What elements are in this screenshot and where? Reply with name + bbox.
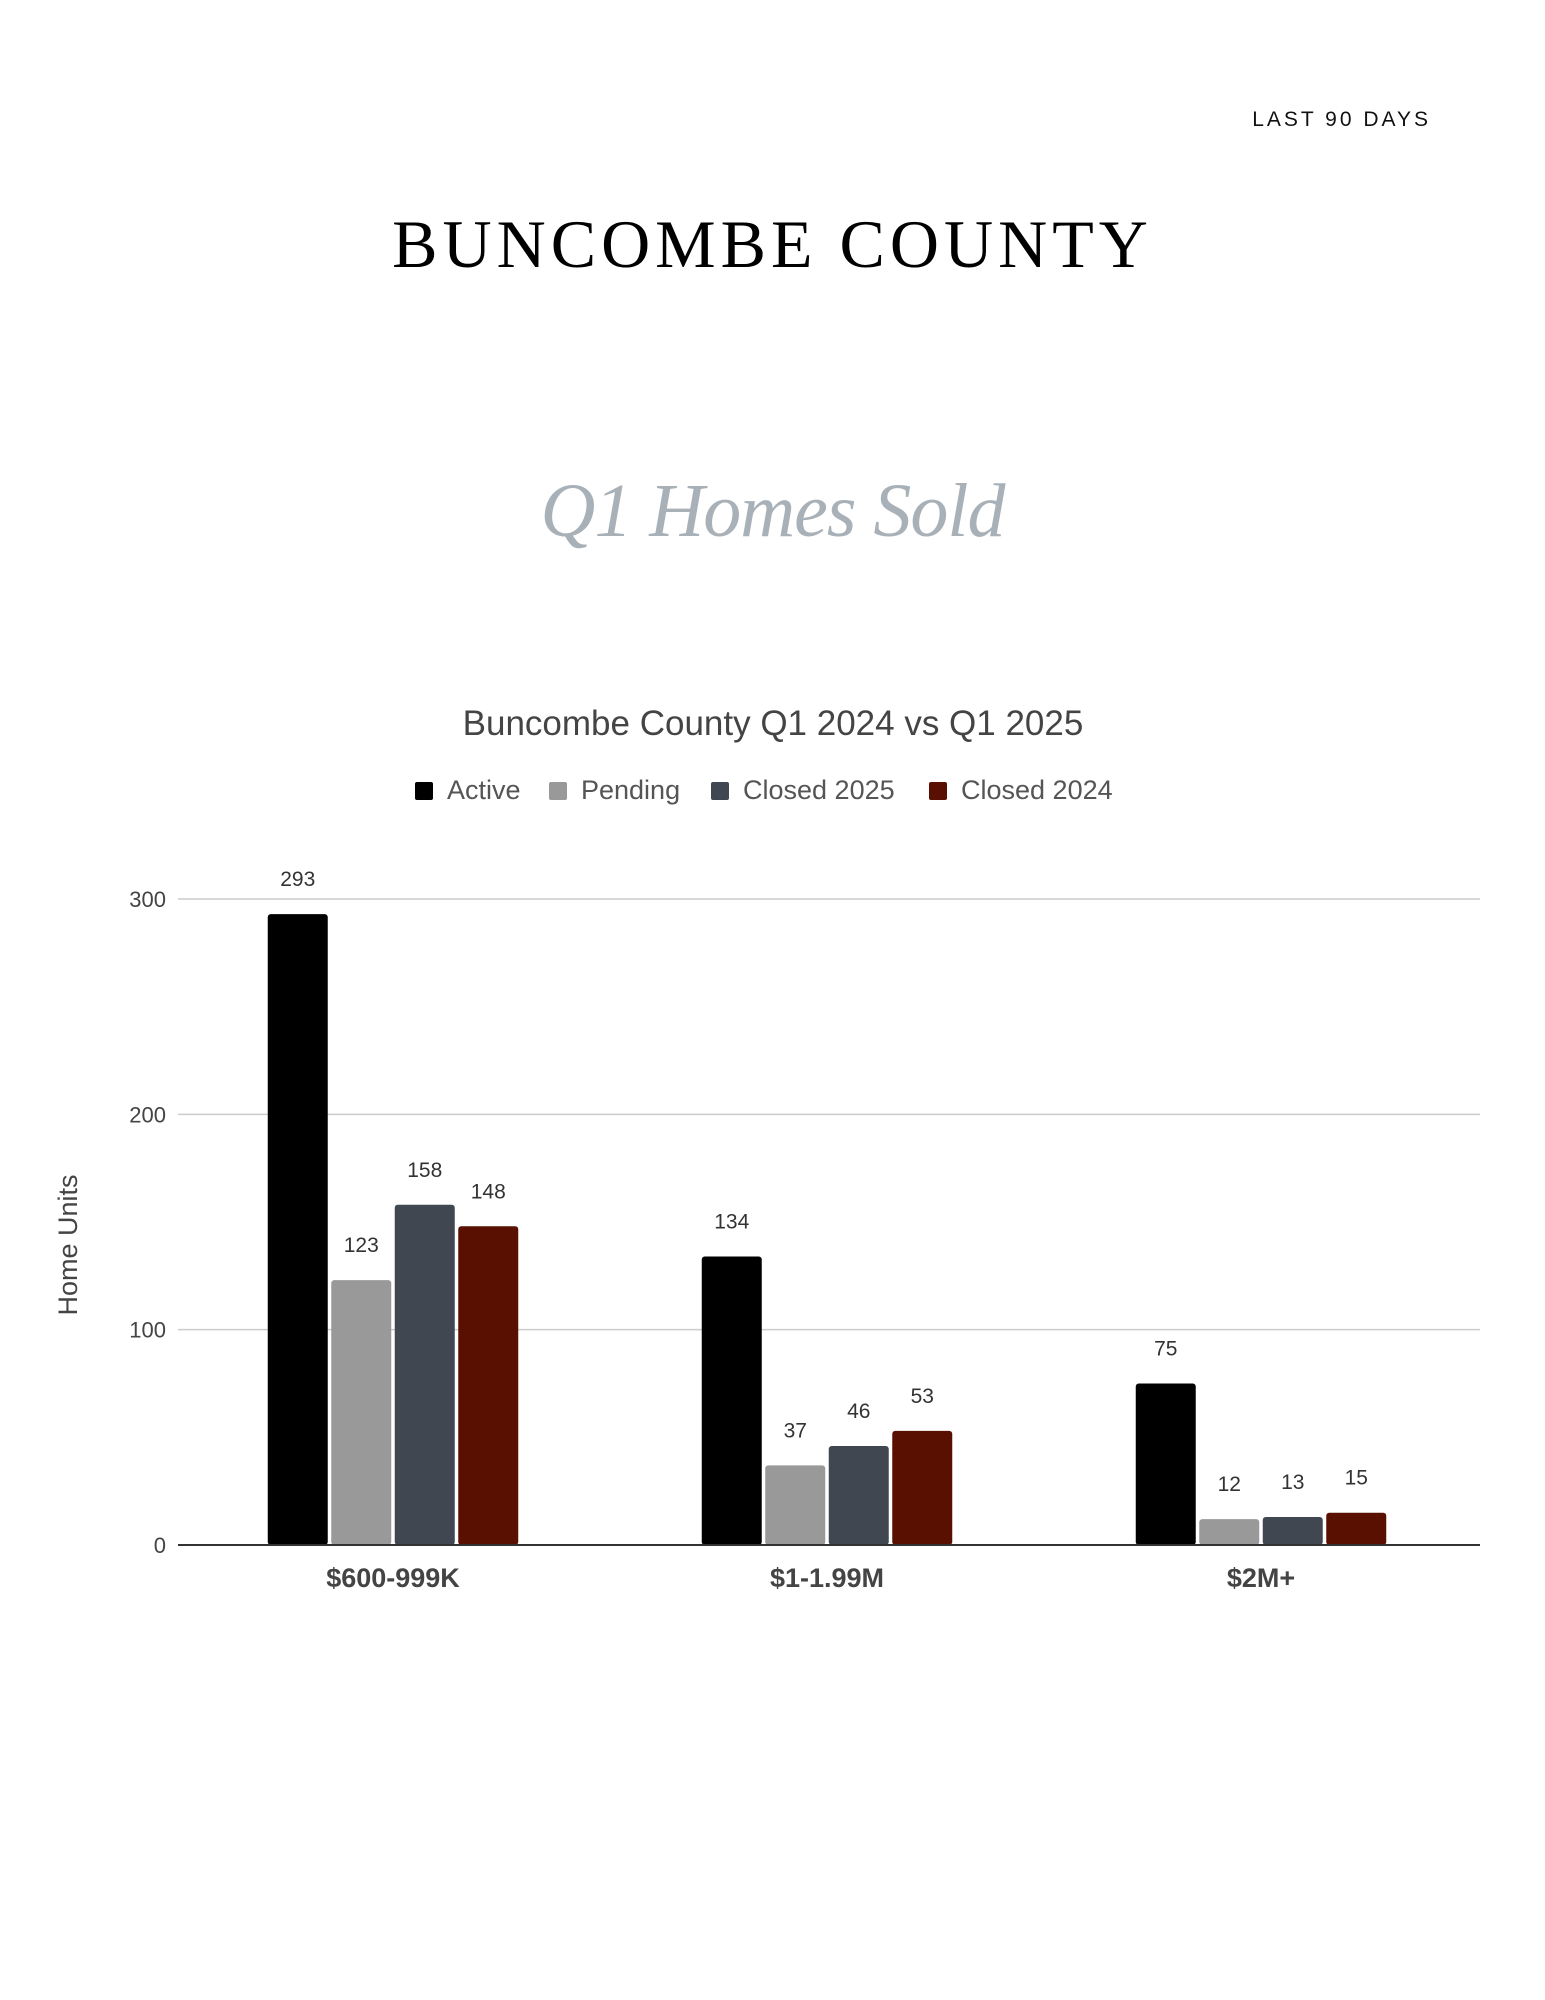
bar-closed-2025-2m <box>1263 1517 1323 1545</box>
chart-bars <box>268 914 1387 1545</box>
y-tick-label-300: 300 <box>129 887 166 912</box>
legend-swatch-closed-2024 <box>929 782 947 800</box>
legend-label-pending: Pending <box>581 775 681 805</box>
bar-chart <box>0 690 1545 1620</box>
legend-swatch-pending <box>549 782 567 800</box>
bar-pending-1-1-99m <box>765 1465 825 1545</box>
legend-swatch-closed-2025 <box>711 782 729 800</box>
data-label-closed-2024-1-1-99m: 53 <box>910 1384 934 1408</box>
bar-closed-2025-1-1-99m <box>829 1446 889 1545</box>
y-tick-label-0: 0 <box>153 1533 166 1558</box>
bar-closed-2024-2m <box>1326 1513 1386 1545</box>
x-tick-label-1-1-99m: $1-1.99M <box>769 1563 885 1593</box>
chart-gridlines <box>178 899 1480 1330</box>
x-tick-label-2m: $2M+ <box>1226 1563 1296 1593</box>
data-label-active-600-999k: 293 <box>280 868 316 892</box>
y-tick-label-100: 100 <box>129 1317 166 1343</box>
chart-title: Buncombe County Q1 2024 vs Q1 2025 <box>462 704 1084 743</box>
data-label-closed-2024-600-999k: 148 <box>470 1180 506 1204</box>
x-tick-label-600-999k: $600-999K <box>326 1563 460 1593</box>
data-label-pending-600-999k: 123 <box>343 1234 379 1258</box>
bar-closed-2025-600-999k <box>395 1205 455 1545</box>
y-axis-ticks <box>129 887 166 1558</box>
bar-closed-2024-1-1-99m <box>892 1431 952 1545</box>
county-title: BUNCOMBE COUNTY <box>392 206 1153 282</box>
period-label: LAST 90 DAYS <box>1252 108 1431 131</box>
bar-closed-2024-600-999k <box>458 1226 518 1545</box>
data-label-active-2m: 75 <box>1154 1337 1178 1361</box>
legend-label-closed-2024: Closed 2024 <box>961 775 1113 805</box>
data-label-closed-2025-600-999k: 158 <box>407 1158 443 1182</box>
data-label-closed-2024-2m: 15 <box>1344 1466 1368 1490</box>
data-label-closed-2025-1-1-99m: 46 <box>847 1399 871 1423</box>
section-title: Q1 Homes Sold <box>540 469 1005 553</box>
legend-swatch-active <box>415 782 433 800</box>
legend-label-active: Active <box>447 775 521 805</box>
data-label-pending-1-1-99m: 37 <box>783 1419 807 1443</box>
data-label-pending-2m: 12 <box>1217 1473 1241 1497</box>
y-tick-label-200: 200 <box>129 1102 166 1128</box>
bar-pending-600-999k <box>331 1280 391 1545</box>
x-axis-ticks <box>326 1563 1295 1593</box>
bar-active-1-1-99m <box>702 1256 762 1545</box>
data-label-closed-2025-2m: 13 <box>1281 1471 1305 1495</box>
chart-legend <box>415 775 1113 805</box>
bar-active-2m <box>1136 1384 1196 1546</box>
y-axis-label: Home Units <box>53 1174 83 1316</box>
bar-pending-2m <box>1199 1519 1259 1545</box>
legend-label-closed-2025: Closed 2025 <box>743 775 895 805</box>
data-label-active-1-1-99m: 134 <box>714 1210 750 1234</box>
bar-active-600-999k <box>268 914 328 1545</box>
